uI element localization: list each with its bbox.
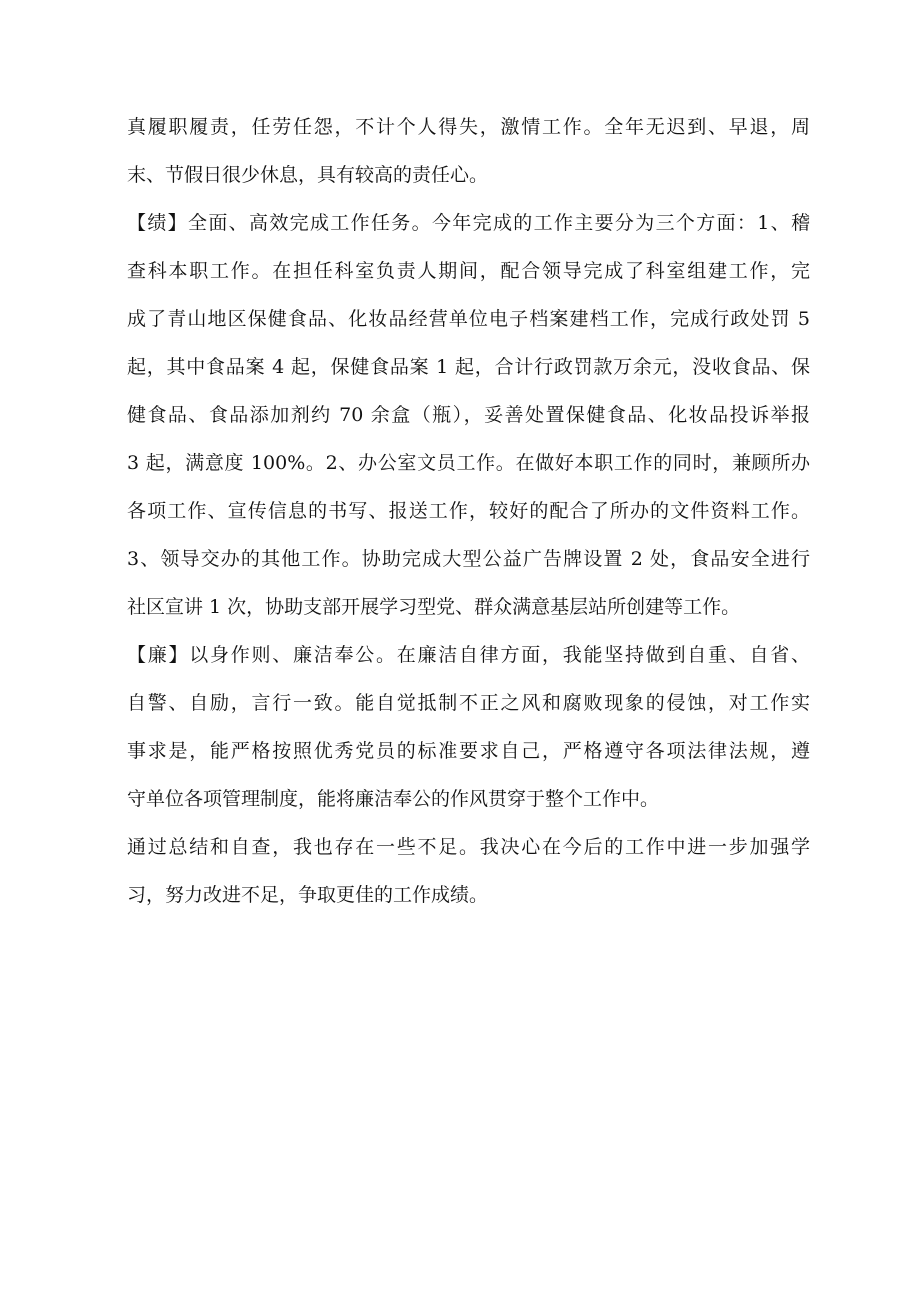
text-line: 起，其中食品案 4 起，保健食品案 1 起，合计行政罚款万余元，没收食品、保 [127,356,810,378]
text-line: 【绩】全面、高效完成工作任务。今年完成的工作主要分为三个方面：1、稽 [127,212,810,234]
paragraph-responsibility [127,103,810,199]
paragraph-performance [127,199,810,631]
text-line: 健食品、食品添加剂约 70 余盒（瓶），妥善处置保健食品、化妆品投诉举报 [127,404,810,426]
text-line: 习，努力改进不足，争取更佳的工作成绩。 [127,884,489,906]
text-line: 通过总结和自查，我也存在一些不足。我决心在今后的工作中进一步加强学 [127,836,810,858]
text-line: 末、节假日很少休息，具有较高的责任心。 [127,164,489,186]
text-line: 守单位各项管理制度，能将廉洁奉公的作风贯穿于整个工作中。 [127,788,660,810]
text-line: 【廉】以身作则、廉洁奉公。在廉洁自律方面，我能坚持做到自重、自省、 [127,644,810,666]
text-line: 自警、自励，言行一致。能自觉抵制不正之风和腐败现象的侵蚀，对工作实 [127,692,810,714]
text-line: 社区宣讲 1 次，协助支部开展学习型党、群众满意基层站所创建等工作。 [127,596,741,618]
paragraph-conclusion [127,823,810,919]
text-line: 3 起，满意度 100%。2、办公室文员工作。在做好本职工作的同时，兼顾所办 [127,452,810,474]
text-line: 各项工作、宣传信息的书写、报送工作，较好的配合了所办的文件资料工作。 [127,500,810,522]
text-line: 查科本职工作。在担任科室负责人期间，配合领导完成了科室组建工作，完 [127,260,810,282]
text-line: 成了青山地区保健食品、化妆品经营单位电子档案建档工作，完成行政处罚 5 [127,308,810,330]
document-body [127,103,810,919]
text-line: 事求是，能严格按照优秀党员的标准要求自己，严格遵守各项法律法规，遵 [127,740,810,762]
text-line: 真履职履责，任劳任怨，不计个人得失，激情工作。全年无迟到、早退，周 [127,116,810,138]
paragraph-integrity [127,631,810,823]
text-line: 3、领导交办的其他工作。协助完成大型公益广告牌设置 2 处，食品安全进行 [127,548,810,570]
